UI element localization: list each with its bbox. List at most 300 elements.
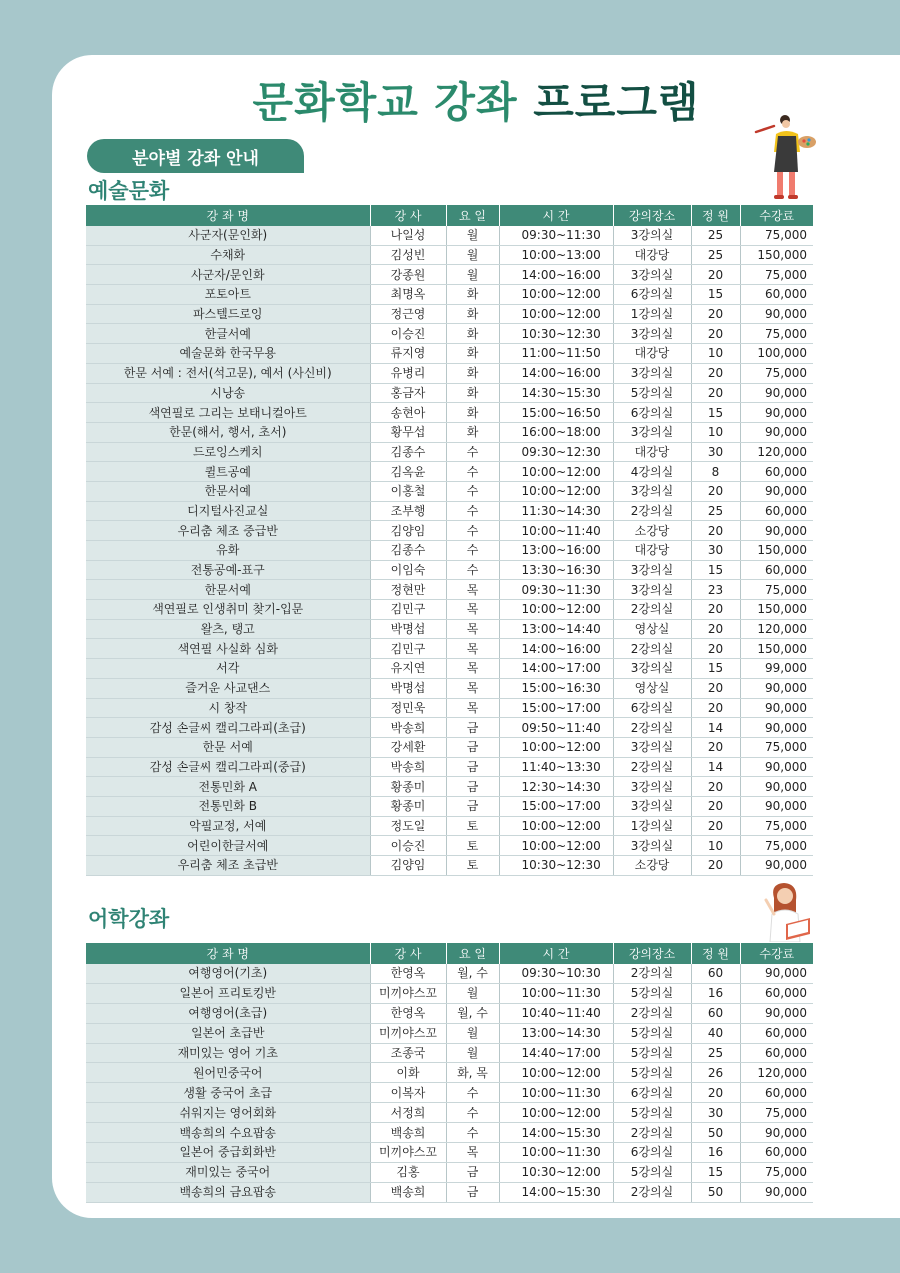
time-cell: 15:00~16:50 [499, 403, 613, 423]
time-cell: 12:30~14:30 [499, 777, 613, 797]
table-row [86, 304, 813, 324]
time-cell: 09:30~12:30 [499, 442, 613, 462]
course-name-cell: 사군자/문인화 [86, 265, 370, 285]
room-cell: 5강의실 [613, 983, 691, 1003]
capacity-cell: 26 [691, 1063, 740, 1083]
day-cell: 화 [446, 344, 499, 364]
day-cell: 화, 목 [446, 1063, 499, 1083]
fee-cell: 90,000 [740, 698, 813, 718]
day-cell: 금 [446, 757, 499, 777]
course-name-cell: 일본어 프리토킹반 [86, 983, 370, 1003]
fee-cell: 60,000 [740, 462, 813, 482]
table-row [86, 777, 813, 797]
instructor-cell: 미끼야스꼬 [370, 1023, 446, 1043]
fee-cell: 75,000 [740, 836, 813, 856]
day-cell: 수 [446, 501, 499, 521]
fee-cell: 99,000 [740, 659, 813, 679]
room-cell: 2강의실 [613, 639, 691, 659]
room-cell: 3강의실 [613, 580, 691, 600]
room-cell: 3강의실 [613, 363, 691, 383]
instructor-cell: 강세환 [370, 737, 446, 757]
capacity-cell: 20 [691, 265, 740, 285]
time-cell: 13:00~14:40 [499, 619, 613, 639]
table-row [86, 856, 813, 876]
course-name-cell: 한문서예 [86, 580, 370, 600]
capacity-cell: 10 [691, 344, 740, 364]
capacity-cell: 20 [691, 737, 740, 757]
instructor-cell: 서정희 [370, 1103, 446, 1123]
course-name-cell: 시낭송 [86, 383, 370, 403]
fee-cell: 150,000 [740, 600, 813, 620]
capacity-cell: 15 [691, 659, 740, 679]
course-name-cell: 한문(해서, 행서, 초서) [86, 422, 370, 442]
day-cell: 목 [446, 698, 499, 718]
room-cell: 1강의실 [613, 304, 691, 324]
room-cell: 2강의실 [613, 501, 691, 521]
instructor-cell: 김종수 [370, 541, 446, 561]
table-row [86, 698, 813, 718]
instructor-cell: 이승진 [370, 324, 446, 344]
day-cell: 목 [446, 1143, 499, 1163]
room-cell: 6강의실 [613, 1143, 691, 1163]
fee-cell: 60,000 [740, 560, 813, 580]
instructor-cell: 김민구 [370, 639, 446, 659]
course-name-cell: 색연필로 인생취미 찾기-입문 [86, 600, 370, 620]
fee-cell: 90,000 [740, 422, 813, 442]
table-row [86, 600, 813, 620]
room-cell: 영상실 [613, 678, 691, 698]
day-cell: 월, 수 [446, 964, 499, 983]
fee-cell: 90,000 [740, 856, 813, 876]
table-row [86, 344, 813, 364]
fee-cell: 90,000 [740, 383, 813, 403]
table-row [86, 983, 813, 1003]
day-cell: 금 [446, 1182, 499, 1202]
room-cell: 소강당 [613, 521, 691, 541]
room-cell: 2강의실 [613, 757, 691, 777]
fee-cell: 150,000 [740, 245, 813, 265]
instructor-cell: 이홍철 [370, 481, 446, 501]
capacity-cell: 15 [691, 285, 740, 305]
instructor-cell: 이임숙 [370, 560, 446, 580]
room-cell: 대강당 [613, 541, 691, 561]
room-cell: 5강의실 [613, 1023, 691, 1043]
fee-cell: 90,000 [740, 304, 813, 324]
table-row [86, 442, 813, 462]
day-cell: 월 [446, 245, 499, 265]
time-cell: 14:30~15:30 [499, 383, 613, 403]
fee-cell: 90,000 [740, 1003, 813, 1023]
table-row [86, 964, 813, 983]
time-cell: 11:30~14:30 [499, 501, 613, 521]
capacity-cell: 20 [691, 856, 740, 876]
course-name-cell: 사군자(문인화) [86, 226, 370, 245]
fee-cell: 60,000 [740, 1023, 813, 1043]
capacity-cell: 25 [691, 1043, 740, 1063]
course-name-cell: 전통민화 B [86, 796, 370, 816]
table-row [86, 678, 813, 698]
instructor-cell: 이승진 [370, 836, 446, 856]
room-cell: 3강의실 [613, 226, 691, 245]
capacity-cell: 20 [691, 304, 740, 324]
header-capacity: 정 원 [691, 205, 740, 226]
course-name-cell: 색연필로 그리는 보태니컬아트 [86, 403, 370, 423]
time-cell: 10:40~11:40 [499, 1003, 613, 1023]
instructor-cell: 이화 [370, 1063, 446, 1083]
instructor-cell: 김양임 [370, 521, 446, 541]
capacity-cell: 30 [691, 541, 740, 561]
day-cell: 화 [446, 363, 499, 383]
instructor-cell: 조종국 [370, 1043, 446, 1063]
instructor-cell: 류지영 [370, 344, 446, 364]
room-cell: 2강의실 [613, 600, 691, 620]
day-cell: 수 [446, 481, 499, 501]
instructor-cell: 황종미 [370, 777, 446, 797]
fee-cell: 100,000 [740, 344, 813, 364]
capacity-cell: 60 [691, 1003, 740, 1023]
room-cell: 5강의실 [613, 1063, 691, 1083]
time-cell: 09:30~11:30 [499, 226, 613, 245]
table-row [86, 1043, 813, 1063]
capacity-cell: 20 [691, 777, 740, 797]
time-cell: 10:00~13:00 [499, 245, 613, 265]
section-title-art: 예술문화 [88, 179, 170, 203]
course-name-cell: 디지털사진교실 [86, 501, 370, 521]
room-cell: 대강당 [613, 344, 691, 364]
capacity-cell: 20 [691, 600, 740, 620]
room-cell: 2강의실 [613, 964, 691, 983]
capacity-cell: 14 [691, 718, 740, 738]
capacity-cell: 20 [691, 1083, 740, 1103]
day-cell: 금 [446, 737, 499, 757]
room-cell: 3강의실 [613, 777, 691, 797]
capacity-cell: 25 [691, 245, 740, 265]
time-cell: 14:00~16:00 [499, 363, 613, 383]
day-cell: 수 [446, 1103, 499, 1123]
fee-cell: 90,000 [740, 796, 813, 816]
time-cell: 10:00~12:00 [499, 1103, 613, 1123]
instructor-cell: 김홍 [370, 1162, 446, 1182]
day-cell: 화 [446, 383, 499, 403]
time-cell: 14:00~17:00 [499, 659, 613, 679]
day-cell: 화 [446, 422, 499, 442]
table-row [86, 1023, 813, 1043]
course-name-cell: 포토아트 [86, 285, 370, 305]
table-row [86, 796, 813, 816]
fee-cell: 90,000 [740, 718, 813, 738]
day-cell: 목 [446, 600, 499, 620]
room-cell: 3강의실 [613, 836, 691, 856]
room-cell: 3강의실 [613, 796, 691, 816]
time-cell: 13:30~16:30 [499, 560, 613, 580]
instructor-cell: 정민욱 [370, 698, 446, 718]
course-name-cell: 예술문화 한국무용 [86, 344, 370, 364]
fee-cell: 90,000 [740, 1182, 813, 1202]
day-cell: 수 [446, 521, 499, 541]
course-name-cell: 색연필 사실화 심화 [86, 639, 370, 659]
instructor-cell: 김옥윤 [370, 462, 446, 482]
capacity-cell: 25 [691, 501, 740, 521]
capacity-cell: 20 [691, 481, 740, 501]
instructor-cell: 황무섭 [370, 422, 446, 442]
day-cell: 수 [446, 442, 499, 462]
time-cell: 09:30~11:30 [499, 580, 613, 600]
table-row [86, 757, 813, 777]
course-name-cell: 한문 서예 : 전서(석고문), 예서 (사신비) [86, 363, 370, 383]
course-name-cell: 드로잉스케치 [86, 442, 370, 462]
instructor-cell: 유지연 [370, 659, 446, 679]
day-cell: 토 [446, 856, 499, 876]
time-cell: 10:00~12:00 [499, 836, 613, 856]
header-capacity: 정 원 [691, 943, 740, 964]
fee-cell: 90,000 [740, 481, 813, 501]
fee-cell: 90,000 [740, 521, 813, 541]
day-cell: 금 [446, 718, 499, 738]
header-course-name: 강 좌 명 [86, 943, 370, 964]
capacity-cell: 20 [691, 816, 740, 836]
time-cell: 09:50~11:40 [499, 718, 613, 738]
course-name-cell: 한글서예 [86, 324, 370, 344]
course-name-cell: 어린이한글서예 [86, 836, 370, 856]
instructor-cell: 김민구 [370, 600, 446, 620]
capacity-cell: 20 [691, 363, 740, 383]
capacity-cell: 25 [691, 226, 740, 245]
fee-cell: 60,000 [740, 285, 813, 305]
day-cell: 금 [446, 777, 499, 797]
time-cell: 10:00~12:00 [499, 481, 613, 501]
fee-cell: 75,000 [740, 1162, 813, 1182]
course-name-cell: 서각 [86, 659, 370, 679]
room-cell: 3강의실 [613, 422, 691, 442]
fee-cell: 75,000 [740, 580, 813, 600]
fee-cell: 75,000 [740, 737, 813, 757]
table-row [86, 1162, 813, 1182]
room-cell: 소강당 [613, 856, 691, 876]
table-row [86, 422, 813, 442]
room-cell: 2강의실 [613, 1182, 691, 1202]
fee-cell: 75,000 [740, 363, 813, 383]
fee-cell: 90,000 [740, 403, 813, 423]
fee-cell: 75,000 [740, 265, 813, 285]
day-cell: 목 [446, 678, 499, 698]
capacity-cell: 8 [691, 462, 740, 482]
capacity-cell: 60 [691, 964, 740, 983]
day-cell: 화 [446, 403, 499, 423]
fee-cell: 150,000 [740, 639, 813, 659]
course-name-cell: 우리춤 체조 초급반 [86, 856, 370, 876]
day-cell: 토 [446, 816, 499, 836]
fee-cell: 60,000 [740, 983, 813, 1003]
course-name-cell: 퀼트공예 [86, 462, 370, 482]
header-course-name: 강 좌 명 [86, 205, 370, 226]
header-room: 강의장소 [613, 205, 691, 226]
table-row [86, 383, 813, 403]
header-instructor: 강 사 [370, 205, 446, 226]
fee-cell: 150,000 [740, 541, 813, 561]
table-row [86, 718, 813, 738]
time-cell: 14:00~15:30 [499, 1182, 613, 1202]
day-cell: 월, 수 [446, 1003, 499, 1023]
table-row [86, 403, 813, 423]
fee-cell: 120,000 [740, 619, 813, 639]
room-cell: 6강의실 [613, 698, 691, 718]
time-cell: 10:30~12:30 [499, 324, 613, 344]
fee-cell: 60,000 [740, 1143, 813, 1163]
course-name-cell: 재미있는 중국어 [86, 1162, 370, 1182]
capacity-cell: 10 [691, 422, 740, 442]
time-cell: 10:00~12:00 [499, 462, 613, 482]
time-cell: 10:00~12:00 [499, 600, 613, 620]
table-row [86, 836, 813, 856]
time-cell: 13:00~14:30 [499, 1023, 613, 1043]
table-row [86, 1182, 813, 1202]
capacity-cell: 20 [691, 796, 740, 816]
table-row [86, 1103, 813, 1123]
capacity-cell: 20 [691, 521, 740, 541]
fee-cell: 75,000 [740, 1103, 813, 1123]
course-name-cell: 우리춤 체조 중급반 [86, 521, 370, 541]
course-name-cell: 수채화 [86, 245, 370, 265]
course-name-cell: 일본어 초급반 [86, 1023, 370, 1043]
day-cell: 목 [446, 659, 499, 679]
instructor-cell: 미끼야스꼬 [370, 983, 446, 1003]
table-row [86, 737, 813, 757]
table-header-row [86, 205, 813, 226]
table-row [86, 639, 813, 659]
table-row [86, 1143, 813, 1163]
table-row [86, 363, 813, 383]
room-cell: 3강의실 [613, 481, 691, 501]
fee-cell: 75,000 [740, 324, 813, 344]
room-cell: 영상실 [613, 619, 691, 639]
course-name-cell: 감성 손글씨 캘리그라피(중급) [86, 757, 370, 777]
table-row [86, 619, 813, 639]
instructor-cell: 정도일 [370, 816, 446, 836]
capacity-cell: 16 [691, 1143, 740, 1163]
table-row [86, 1063, 813, 1083]
capacity-cell: 50 [691, 1182, 740, 1202]
table-row [86, 1003, 813, 1023]
course-name-cell: 여행영어(기초) [86, 964, 370, 983]
capacity-cell: 30 [691, 442, 740, 462]
capacity-cell: 15 [691, 560, 740, 580]
capacity-cell: 20 [691, 698, 740, 718]
table-row [86, 265, 813, 285]
capacity-cell: 20 [691, 324, 740, 344]
day-cell: 수 [446, 1123, 499, 1143]
day-cell: 금 [446, 1162, 499, 1182]
capacity-cell: 20 [691, 383, 740, 403]
table-row [86, 560, 813, 580]
time-cell: 10:00~11:40 [499, 521, 613, 541]
course-name-cell: 왈츠, 탱고 [86, 619, 370, 639]
capacity-cell: 30 [691, 1103, 740, 1123]
day-cell: 화 [446, 285, 499, 305]
time-cell: 14:40~17:00 [499, 1043, 613, 1063]
room-cell: 6강의실 [613, 403, 691, 423]
fee-cell: 75,000 [740, 226, 813, 245]
day-cell: 화 [446, 304, 499, 324]
course-name-cell: 감성 손글씨 캘리그라피(초급) [86, 718, 370, 738]
day-cell: 금 [446, 796, 499, 816]
course-name-cell: 한문서예 [86, 481, 370, 501]
fee-cell: 90,000 [740, 777, 813, 797]
time-cell: 10:00~11:30 [499, 1143, 613, 1163]
capacity-cell: 23 [691, 580, 740, 600]
time-cell: 15:00~17:00 [499, 796, 613, 816]
room-cell: 5강의실 [613, 383, 691, 403]
instructor-cell: 김종수 [370, 442, 446, 462]
fee-cell: 90,000 [740, 964, 813, 983]
table-row [86, 1083, 813, 1103]
capacity-cell: 15 [691, 403, 740, 423]
fee-cell: 90,000 [740, 678, 813, 698]
fee-cell: 60,000 [740, 1043, 813, 1063]
instructor-cell: 한영옥 [370, 964, 446, 983]
table-row [86, 816, 813, 836]
instructor-cell: 백송희 [370, 1123, 446, 1143]
room-cell: 6강의실 [613, 1083, 691, 1103]
header-time: 시 간 [499, 205, 613, 226]
header-day: 요 일 [446, 205, 499, 226]
course-name-cell: 백송희의 금요팝송 [86, 1182, 370, 1202]
table-row [86, 285, 813, 305]
course-name-cell: 한문 서예 [86, 737, 370, 757]
table-row [86, 462, 813, 482]
instructor-cell: 정근영 [370, 304, 446, 324]
day-cell: 수 [446, 462, 499, 482]
fee-cell: 75,000 [740, 816, 813, 836]
time-cell: 10:00~11:30 [499, 1083, 613, 1103]
time-cell: 16:00~18:00 [499, 422, 613, 442]
fee-cell: 60,000 [740, 1083, 813, 1103]
table-row [86, 541, 813, 561]
course-name-cell: 일본어 중급회화반 [86, 1143, 370, 1163]
room-cell: 3강의실 [613, 659, 691, 679]
table-row [86, 580, 813, 600]
course-name-cell: 즐거운 사교댄스 [86, 678, 370, 698]
course-name-cell: 백송희의 수요팝송 [86, 1123, 370, 1143]
painter-illustration [752, 112, 822, 202]
course-name-cell: 원어민중국어 [86, 1063, 370, 1083]
capacity-cell: 10 [691, 836, 740, 856]
day-cell: 수 [446, 560, 499, 580]
time-cell: 10:00~12:00 [499, 285, 613, 305]
instructor-cell: 홍금자 [370, 383, 446, 403]
day-cell: 수 [446, 541, 499, 561]
table-row [86, 521, 813, 541]
course-name-cell: 생활 중국어 초급 [86, 1083, 370, 1103]
day-cell: 목 [446, 619, 499, 639]
art-course-table [86, 205, 813, 876]
day-cell: 월 [446, 1023, 499, 1043]
time-cell: 11:40~13:30 [499, 757, 613, 777]
header-fee: 수강료 [740, 205, 813, 226]
day-cell: 월 [446, 983, 499, 1003]
instructor-cell: 박송희 [370, 757, 446, 777]
day-cell: 월 [446, 226, 499, 245]
table-row [86, 501, 813, 521]
instructor-cell: 박송희 [370, 718, 446, 738]
course-name-cell: 전통공예-표구 [86, 560, 370, 580]
time-cell: 10:00~12:00 [499, 1063, 613, 1083]
time-cell: 15:00~16:30 [499, 678, 613, 698]
course-name-cell: 여행영어(초급) [86, 1003, 370, 1023]
day-cell: 화 [446, 324, 499, 344]
time-cell: 09:30~10:30 [499, 964, 613, 983]
room-cell: 3강의실 [613, 560, 691, 580]
reader-illustration [756, 880, 816, 942]
